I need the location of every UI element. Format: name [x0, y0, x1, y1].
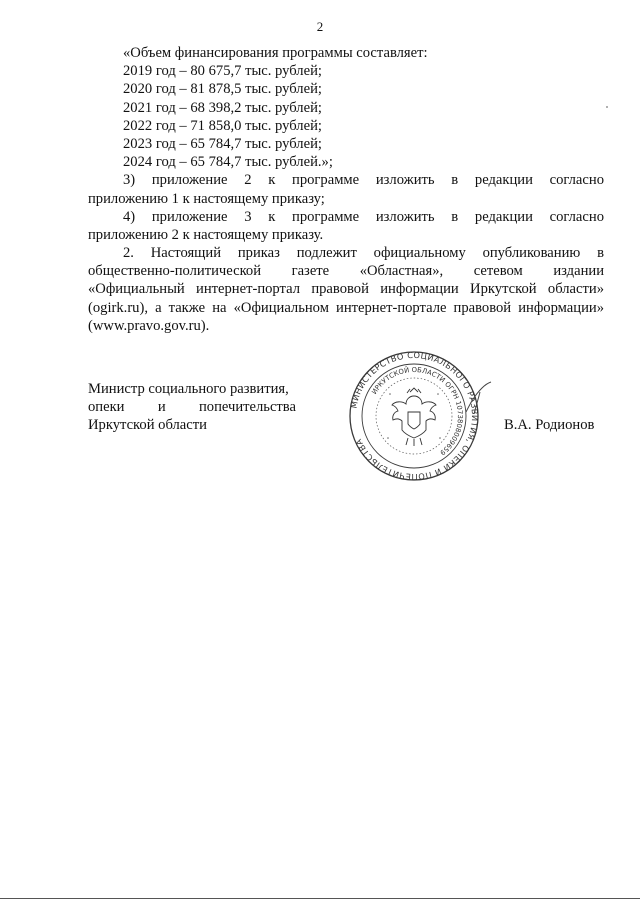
- funding-2024: 2024 год – 65 784,7 тыс. рублей.»;: [123, 154, 333, 171]
- item-2-line-4: (ogirk.ru), а также на «Официальном интернет-портале правовой информации»: [88, 299, 604, 316]
- signer-title-line-1: Министр социального развития,: [88, 381, 289, 397]
- signature-mark: [460, 378, 496, 418]
- coat-of-arms-icon: [392, 388, 436, 446]
- item-4-line-1: 4) приложение 3 к программе изложить в редакции согласно: [123, 208, 604, 225]
- page-edge-line: [0, 898, 640, 899]
- seal-outer-text: МИНИСТЕРСТВО СОЦИАЛЬНОГО РАЗВИТИЯ, ОПЕКИ И ПОПЕЧИТЕЛЬСТВА: [348, 350, 480, 482]
- funding-2023: 2023 год – 65 784,7 тыс. рублей;: [123, 135, 322, 152]
- signer-title: [88, 380, 296, 435]
- funding-2022: 2022 год – 71 858,0 тыс. рублей;: [123, 117, 322, 134]
- item-2-line-3: «Официальный интернет-портал правовой информации Иркутской области»: [88, 281, 604, 298]
- document-body: [88, 44, 604, 335]
- signer-title-line-3: Иркутской области: [88, 417, 207, 434]
- scan-speck: [606, 106, 608, 108]
- page-number: 2: [316, 19, 324, 34]
- item-2-line-5: (www.pravo.gov.ru).: [88, 317, 210, 334]
- funding-2021: 2021 год – 68 398,2 тыс. рублей;: [123, 99, 322, 116]
- funding-2019: 2019 год – 80 675,7 тыс. рублей;: [123, 63, 322, 80]
- item-2-line-2: общественно-политической газете «Областная», сетевом издании: [88, 263, 604, 280]
- funding-2020: 2020 год – 81 878,5 тыс. рублей;: [123, 81, 322, 98]
- item-4-line-2: приложению 2 к настоящему приказу.: [88, 226, 324, 243]
- signer-title-line-2: опеки и попечительства: [88, 399, 296, 416]
- item-3-line-1: 3) приложение 2 к программе изложить в редакции согласно: [123, 172, 604, 189]
- seal-inner-text: ИРКУТСКОЙ ОБЛАСТИ ОГРН 1073808009659: [370, 365, 465, 457]
- signer-name: В.А. Родионов: [504, 417, 595, 433]
- item-2-line-1: 2. Настоящий приказ подлежит официальному опубликованию в: [123, 245, 604, 262]
- item-3-line-2: приложению 1 к настоящему приказу;: [88, 190, 325, 207]
- funding-intro: «Объем финансирования программы составляет:: [123, 45, 428, 61]
